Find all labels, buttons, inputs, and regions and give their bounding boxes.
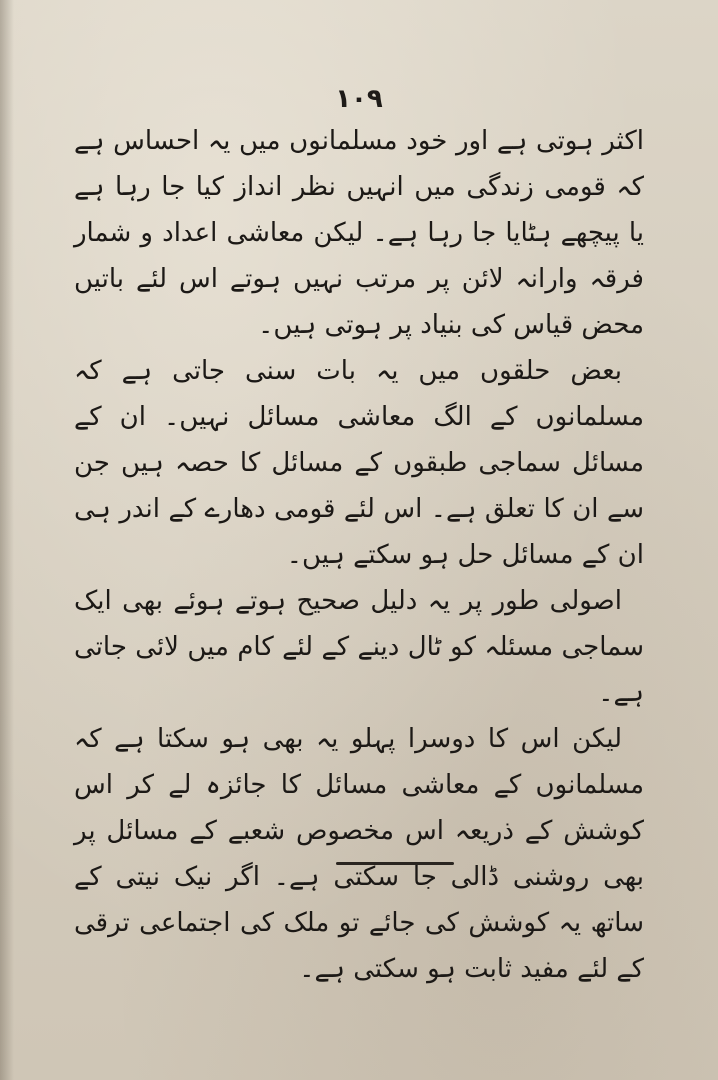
body-text bbox=[74, 118, 644, 992]
spine-shadow bbox=[0, 0, 14, 1080]
paragraph: بعض حلقوں میں یہ بات سنی جاتی ہے کہ مسلمانوں کے الگ معاشی مسائل نہیں۔ ان کے مسائل سماجی طبقوں کے مسائل کا حصہ ہیں جن سے ان کا تعلق ہے۔ اس لئے قومی دھارے کے اندر ہی ان کے مسائل حل ہو سکتے ہیں۔ bbox=[74, 356, 644, 570]
page-number: ۱۰۹ bbox=[335, 84, 383, 114]
paragraph: اکثر ہوتی ہے اور خود مسلمانوں میں یہ احساس ہے کہ قومی زندگی میں انہیں نظر انداز کیا جا رہا ہے یا پیچھے ہٹایا جا رہا ہے۔ لیکن معاشی اعداد و شمار فرقہ وارانہ لائن پر مرتب نہیں ہوتے اس لئے باتیں محض قیاس کی بنیاد پر ہوتی ہیں۔ bbox=[74, 126, 644, 340]
paragraph: اصولی طور پر یہ دلیل صحیح ہوتے ہوئے بھی ایک سماجی مسئلہ کو ٹال دینے کے لئے کام میں لائی جاتی ہے۔ bbox=[74, 586, 644, 708]
paragraph: لیکن اس کا دوسرا پہلو یہ بھی ہو سکتا ہے کہ مسلمانوں کے معاشی مسائل کا جائزہ لے کر اس کوشش کے ذریعہ اس مخصوص شعبے کے مسائل پر بھی روشنی ڈالی جا سکتی ہے۔ اگر نیک نیتی کے ساتھ یہ کوشش کی جائے تو ملک کی اجتماعی ترقی کے لئے مفید ثابت ہو سکتی ہے۔ bbox=[74, 724, 644, 984]
section-divider bbox=[336, 862, 454, 865]
